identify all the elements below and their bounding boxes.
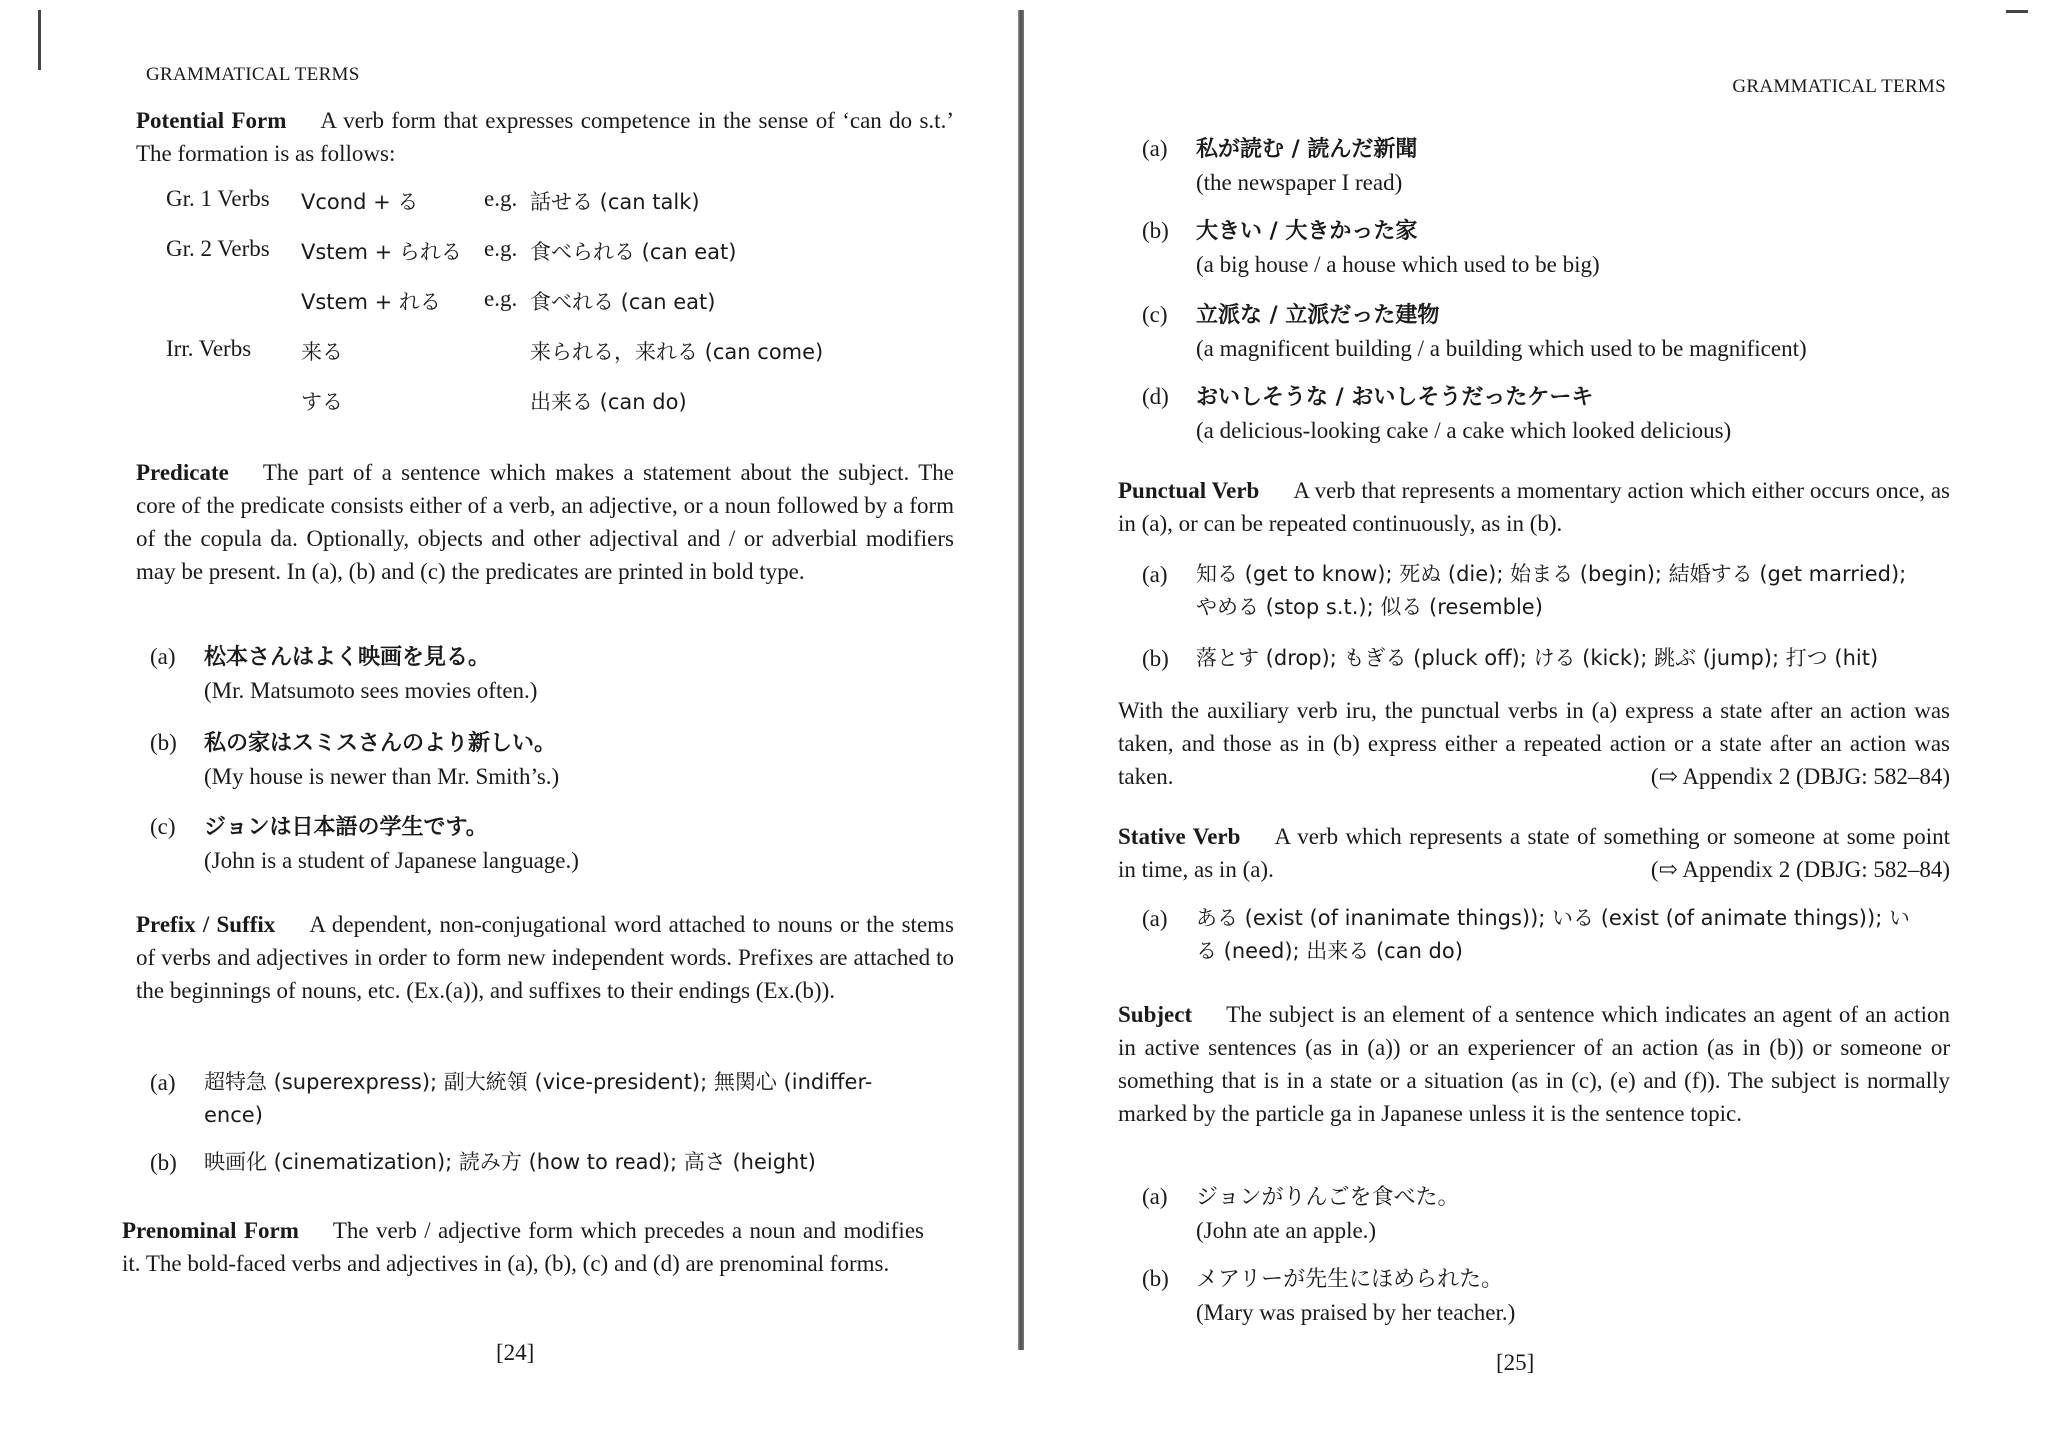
book-gutter xyxy=(1018,10,1024,1350)
running-head: GRAMMATICAL TERMS xyxy=(146,64,360,85)
cross-reference: (⇨ Appendix 2 (DBJG: 582–84) xyxy=(1650,857,1950,882)
english-translation: (the newspaper I read) xyxy=(1196,170,1403,195)
term-definition: The part of a sentence which makes a statement about the subject. The core of the predicate consists either of a verb, an adjective, or a noun followed by a form of the copula da. Optionally, objects and other adjectival and / or adverbial modifiers may be present. In (a), (b) and (c) the predicates are printed in bold type. xyxy=(136,460,954,584)
predicate-entry xyxy=(136,456,954,588)
page-number: [24] xyxy=(496,1340,535,1365)
japanese-example: 松本さんはよく映画を見る。 xyxy=(204,645,491,670)
term-definition: The subject is an element of a sentence which indicates an agent of an action in active sentences (as in (a)) or an experiencer of an action (as in (b)) or someone or something that is in a state or a situation (as in (c), (e) and (f)). The subject is normally marked by the particle ga in Japanese unless it is the sentence topic. xyxy=(1118,1002,1950,1126)
page-number: [25] xyxy=(1496,1350,1535,1375)
term-definition: The verb / adjective form which precedes a noun and modifies it. The bold-faced verbs and adjectives in (a), (b), (c) and (d) are prenominal forms. xyxy=(122,1218,924,1276)
japanese-example: ジョンがりんごを食べた。 xyxy=(1196,1185,1460,1210)
cross-reference: (⇨ Appendix 2 (DBJG: 582–84) xyxy=(1650,764,1950,789)
japanese-example: 私の家はスミスさんのより新しい。 xyxy=(204,731,557,756)
japanese-example: ジョンは日本語の学生です。 xyxy=(204,815,488,840)
running-head: GRAMMATICAL TERMS xyxy=(1732,76,1946,97)
term-heading: Stative Verb xyxy=(1118,824,1241,849)
english-translation: (a delicious-looking cake / a cake which looked delicious) xyxy=(1196,418,1732,443)
term-heading: Subject xyxy=(1118,1002,1193,1027)
japanese-example: 大きい / 大きかった家 xyxy=(1196,219,1418,244)
term-heading: Prenominal Form xyxy=(122,1218,299,1243)
term-heading: Potential Form xyxy=(136,108,287,133)
term-heading: Punctual Verb xyxy=(1118,478,1260,503)
prefix-suffix-entry xyxy=(136,908,954,1007)
english-translation: (a magnificent building / a building which used to be magnificent) xyxy=(1196,336,1807,361)
right-page: GRAMMATICAL TERMS (a) 私が読む / 読んだ新聞 (the newspaper I read) (b) 大きい / 大きかった家 (a big house / a house which used to be big) (c) 立派な / 立派だった建物 (a magnificent building / a building which used to be magnificent) (d) おいしそうな / おいしそうだったケーキ (a delicious-looking cake / a cake which looked delicious) Punctual Verb A verb that represents a momentary action which either occurs once, as in (a), or can be repeated continuously, as in (b). (a) 知る (get to know); 死ぬ (die); 始まる (begin); 結婚する (get married); やめる (stop s.t.); 似る (resemble) (b) 落とす (drop); もぎる (pluck off); ける (kick); 跳ぶ (jump); 打つ (hit) With the auxiliary verb iru, the punctual verbs in (a) express a state after an action was taken, and those as in (b) express either a repeated action or a state after an action was taken. (⇨ Appendix 2 (DBJG: 582–84) Stative Verb A verb which represents a state of something or someone at some point in time, as in (a). (⇨ Appendix 2 (DBJG: 582–84) (a) ある (exist (of inanimate things)); いる (exist (of animate things)); い る (need); 出来る (can do) Subject The subject is an element of a sentence which indicates an agent of an action in active sentences (as in (a)) or an experiencer of an action (as in (b)) or someone or something that is in a state or a situation (as in (c), (e) and (f)). The subject is normally marked by the particle ga in Japanese unless it is the sentence topic. (a) ジョンがりんごを食べた。 (John ate an apple.) (b) メアリーが先生にほめられた。 (Mary was praised by her teacher.) [25] xyxy=(1118,76,1951,1375)
term-definition: A verb that represents a momentary action which either occurs once, as in (a), or can be repeated continuously, as in (b). xyxy=(1118,478,1950,536)
english-translation: (a big house / a house which used to be big) xyxy=(1196,252,1600,277)
term-heading: Prefix / Suffix xyxy=(136,912,276,937)
term-definition: A verb form that expresses competence in the sense of ‘can do s.t.’ The formation is as follows: xyxy=(136,108,954,166)
subject-entry xyxy=(1118,998,1950,1130)
left-page: GRAMMATICAL TERMS Potential Form A verb form that expresses competence in the sense of ‘can do s.t.’ The formation is as follows: Gr. 1 Verbs Vcond + る e.g. 話せる (can talk) Gr. 2 Verbs Vstem + られる e.g. 食べられる (can eat) Vstem + れる e.g. 食べれる (can eat) Irr. Verbs 来る 来られる，来れる (can come) する 出来る (can do) Predicate The part of a sentence which makes a statement about the subject. The core of the predicate consists either of a verb, an adjective, or a noun followed by a form of the copula da. Optionally, objects and other adjectival and / or adverbial modifiers may be present. In (a), (b) and (c) the predicates are printed in bold type. (a) 松本さんはよく映画を見る。 (Mr. Matsumoto sees movies often.) (b) 私の家はスミスさんのより新しい。 (My house is newer than Mr. Smith’s.) (c) ジョンは日本語の学生です。 (John is a student of Japanese language.) Prefix / Suffix A dependent, non-conjugational word attached to nouns or the stems of verbs and adjectives in order to form new independent words. Prefixes are attached to the beginnings of nouns, etc. (Ex.(a)), and suffixes to their endings (Ex.(b)). (a) 超特急 (superexpress); 副大統領 (vice-president); 無関心 (indiffer- ence) (b) 映画化 (cinematization); 読み方 (how to read); 高さ (height) Prenominal Form The verb / adjective form which precedes a noun and modifies it. The bold-faced verbs and adjectives in (a), (b), (c) and (d) are prenominal forms. [24] xyxy=(122,64,954,1365)
punctual-verb-entry xyxy=(1118,474,1950,540)
term-definition: A verb which represents a state of something or someone at some point in time, as in (a). xyxy=(1118,824,1951,882)
english-translation: (Mary was praised by her teacher.) xyxy=(1196,1300,1516,1325)
japanese-example: おいしそうな / おいしそうだったケーキ xyxy=(1196,385,1594,410)
english-translation: (Mr. Matsumoto sees movies often.) xyxy=(204,678,538,703)
japanese-example: 立派な / 立派だった建物 xyxy=(1196,303,1440,328)
english-translation: (John ate an apple.) xyxy=(1196,1218,1377,1243)
potential-form-entry xyxy=(136,104,954,170)
english-translation: (My house is newer than Mr. Smith’s.) xyxy=(204,764,560,789)
stative-verb-entry xyxy=(1118,820,1950,886)
japanese-example: メアリーが先生にほめられた。 xyxy=(1196,1267,1504,1292)
prenominal-form-entry xyxy=(122,1214,924,1280)
term-definition: A dependent, non-conjugational word attached to nouns or the stems of verbs and adjectives in order to form new independent words. Prefixes are attached to the beginnings of nouns, etc. (Ex.(a)), and suffixes to their endings (Ex.(b)). xyxy=(136,912,954,1003)
japanese-example: 私が読む / 読んだ新聞 xyxy=(1196,137,1418,162)
term-heading: Predicate xyxy=(136,460,229,485)
english-translation: (John is a student of Japanese language.) xyxy=(204,848,579,873)
punctual-verb-note: With the auxiliary verb iru, the punctual verbs in (a) express a state after an action was taken, and those as in (b) express either a repeated action or a state after an action was taken. (⇨ Appendix 2 (DBJG: 582–84) xyxy=(1118,694,1950,793)
